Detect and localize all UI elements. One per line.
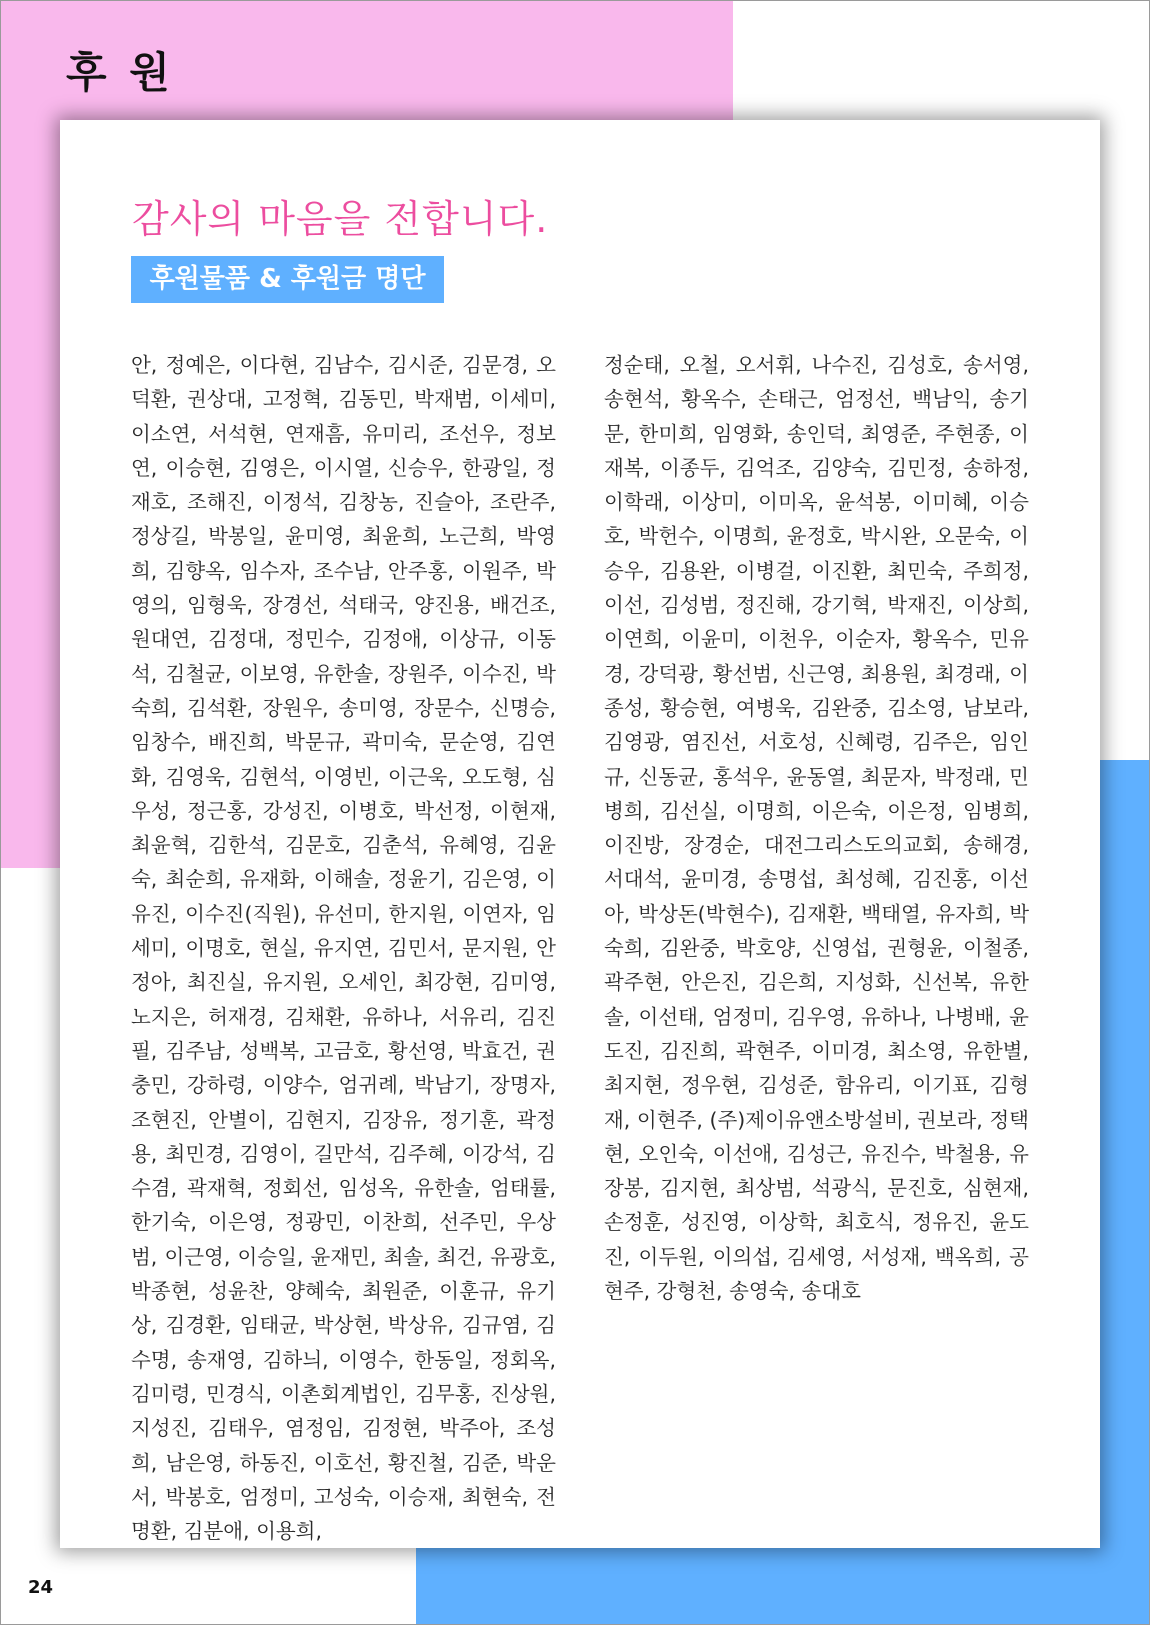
donor-list-subheading: 후원물품 & 후원금 명단 bbox=[131, 256, 444, 303]
donor-card bbox=[60, 120, 1100, 1548]
thank-you-headline: 감사의 마음을 전합니다. bbox=[132, 197, 549, 241]
donor-list-right-column: 정순태, 오철, 오서휘, 나수진, 김성호, 송서영, 송현석, 황옥수, 손태근, 엄정선, 백남익, 송기문, 한미희, 임영화, 송인덕, 최영준, 주현종, 이재복, 이종두, 김억조, 김양숙, 김민정, 송하정, 이학래, 이상미, 이미옥, 윤석봉, 이미혜, 이승호, 박헌수, 이명희, 윤정호, 박시완, 오문숙, 이승우, 김용완, 이병걸, 이진환, 최민숙, 주희정, 이선, 김성범, 정진해, 강기혁, 박재진, 이상희, 이연희, 이윤미, 이천우, 이순자, 황옥수, 민유경, 강덕광, 황선범, 신근영, 최용원, 최경래, 이종성, 황승현, 여병욱, 김완중, 김소영, 남보라, 김영광, 염진선, 서호성, 신혜령, 김주은, 임인규, 신동균, 홍석우, 윤동열, 최문자, 박정래, 민병희, 김선실, 이명희, 이은숙, 이은정, 임병희, 이진방, 장경순, 대전그리스도의교회, 송해경, 서대석, 윤미경, 송명섭, 최성혜, 김진홍, 이선아, 박상돈(박현수), 김재환, 백태열, 유자희, 박숙희, 김완중, 박호양, 신영섭, 권형윤, 이철종, 곽주현, 안은진, 김은희, 지성화, 신선복, 유한솔, 이선태, 엄정미, 김우영, 유하나, 나병배, 윤도진, 김진희, 곽현주, 이미경, 최소영, 유한별, 최지현, 정우현, 김성준, 함유리, 이기표, 김형재, 이현주, (주)제이유앤소방설비, 권보라, 정택현, 오인숙, 이선애, 김성근, 유진수, 박철용, 유장봉, 김지현, 최상범, 석광식, 문진호, 심현재, 손정훈, 성진영, 이상학, 최호식, 정유진, 윤도진, 이두원, 이의섭, 김세영, 서성재, 백옥희, 공현주, 강형천, 송영숙, 송대호 bbox=[604, 353, 1029, 1304]
donor-list-left-column: 안, 정예은, 이다현, 김남수, 김시준, 김문경, 오덕환, 권상대, 고정혁, 김동민, 박재범, 이세미, 이소연, 서석현, 연재흠, 유미리, 조선우, 정보연, 이승현, 김영은, 이시열, 신승우, 한광일, 정재호, 조해진, 이정석, 김창농, 진슬아, 조란주, 정상길, 박봉일, 윤미영, 최윤희, 노근희, 박영희, 김향옥, 임수자, 조수남, 안주홍, 이원주, 박영의, 임형욱, 장경선, 석태국, 양진용, 배건조, 원대연, 김정대, 정민수, 김정애, 이상규, 이동석, 김철균, 이보영, 유한솔, 장원주, 이수진, 박숙희, 김석환, 장원우, 송미영, 장문수, 신명승, 임창수, 배진희, 박문규, 곽미숙, 문순영, 김연화, 김영욱, 김현석, 이영빈, 이근욱, 오도형, 심우성, 정근홍, 강성진, 이병호, 박선정, 이현재, 최윤혁, 김한석, 김문호, 김춘석, 유혜영, 김윤숙, 최순희, 유재화, 이해솔, 정윤기, 김은영, 이유진, 이수진(직원), 유선미, 한지원, 이연자, 임세미, 이명호, 현실, 유지연, 김민서, 문지원, 안정아, 최진실, 유지원, 오세인, 최강현, 김미영, 노지은, 허재경, 김채환, 유하나, 서유리, 김진필, 김주남, 성백복, 고금호, 황선영, 박효건, 권충민, 강하령, 이양수, 엄귀례, 박남기, 장명자, 조현진, 안별이, 김현지, 김장유, 정기훈, 곽정용, 최민경, 김영이, 길만석, 김주혜, 이강석, 김수겸, 곽재혁, 정회선, 임성옥, 유한솔, 엄태률, 한기숙, 이은영, 정광민, 이찬희, 선주민, 우상범, 이근영, 이승일, 윤재민, 최솔, 최건, 유광호, 박종현, 성윤찬, 양혜숙, 최원준, 이훈규, 유기상, 김경환, 임태균, 박상현, 박상유, 김규염, 김수명, 송재영, 김하늬, 이영수, 한동일, 정회옥, 김미령, 민경식, 이촌회계법인, 김무홍, 진상원, 지성진, 김태우, 염정임, 김정현, 박주아, 조성희, 남은영, 하동진, 이호선, 황진철, 김준, 박운서, 박봉호, 엄정미, 고성숙, 이승재, 최현숙, 전명환, 김분애, 이용희, bbox=[131, 353, 556, 1544]
page-number: 24 bbox=[28, 1577, 54, 1598]
section-title: 후 원 bbox=[66, 48, 174, 97]
